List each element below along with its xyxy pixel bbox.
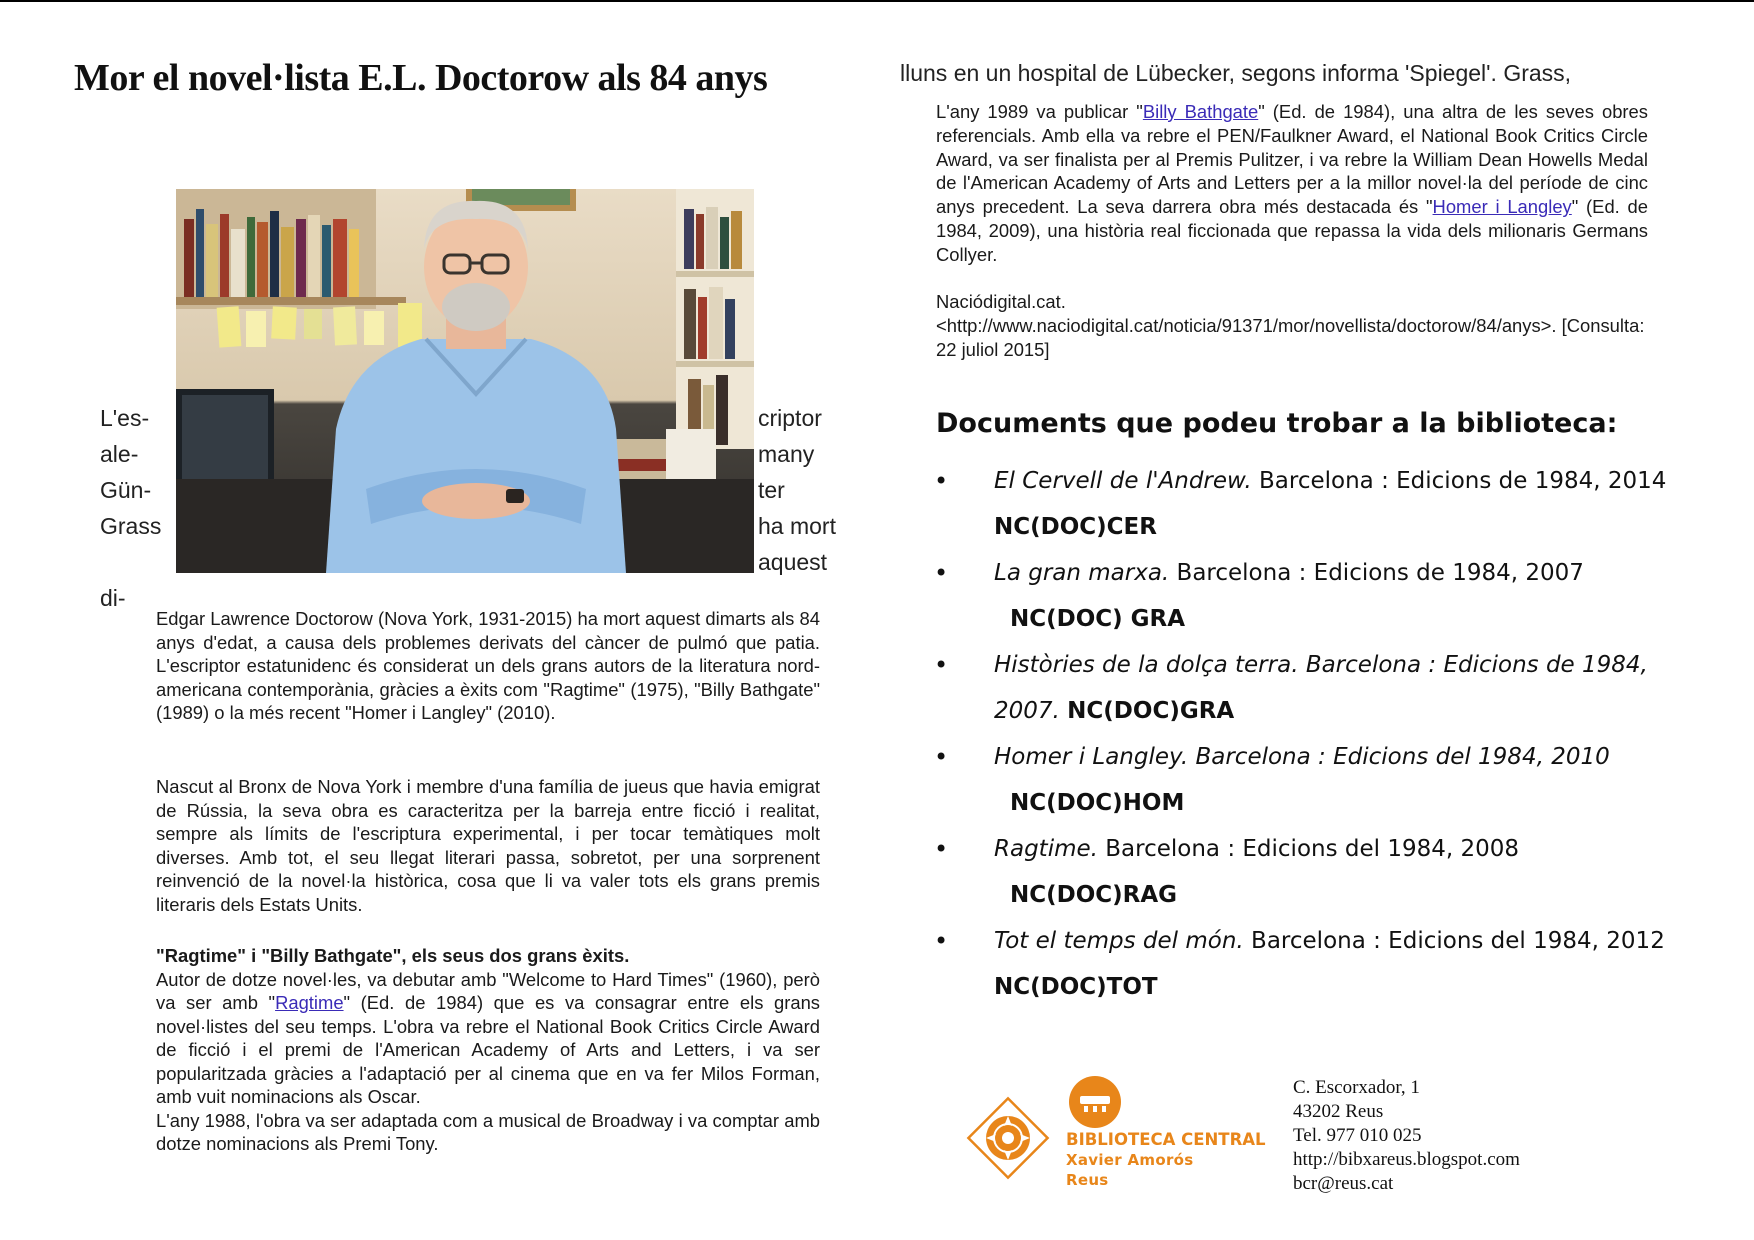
- article-title: Mor el novel·lista E.L. Doctorow als 84 anys: [74, 57, 768, 99]
- library-name: [1066, 1130, 1266, 1190]
- document-title: El Cervell de l'Andrew.: [994, 468, 1252, 494]
- document-reference: [994, 458, 1674, 504]
- text-run: Autor de dotze novel·les, va debutar amb "Welcome to Hard Times" (1960), però va ser amb ": [156, 968, 820, 1013]
- paragraph-text: L'any 1988, l'obra va ser adaptada com a musical de Broadway i va comptar amb dotze nominacions als Premi Tony.: [156, 1109, 820, 1154]
- paragraph-text: Nascut al Bronx de Nova York i membre d'una família de jueus que havia emigrat de Rússia, la seva obra es caracteritza per la barreja entre ficció i realitat, sempre als límits de l'escriptura experimental, i per tocar temàtiques molt diverses. Amb tot, el seu llegat literari passa, sobretot, per una sorprenent reinvenció de la novel·la històrica, cosa que li va valer tots els grans premis literaris dels Estats Units.: [156, 776, 820, 915]
- rose-logo-icon: [962, 1070, 1072, 1190]
- article-paragraph-4: [936, 100, 1648, 267]
- document-item: [934, 458, 1674, 550]
- top-border: [0, 0, 1754, 2]
- text-run: L'any 1989 va publicar ": [936, 101, 1143, 122]
- document-title: Ragtime.: [994, 836, 1098, 862]
- document-title: La gran marxa.: [994, 560, 1170, 586]
- wrap-text-di: di-: [100, 585, 126, 611]
- phone: Tel. 977 010 025: [1293, 1125, 1422, 1146]
- document-item: [934, 734, 1674, 826]
- wrap-line: ha mort: [758, 513, 836, 539]
- library-name-line: Xavier Amorós: [1066, 1151, 1194, 1169]
- document-reference: [994, 826, 1674, 872]
- paragraph-text: Edgar Lawrence Doctorow (Nova York, 1931-2015) ha mort aquest dimarts als 84 anys d'edat, a causa dels problemes derivats del càncer de pulmó que patia. L'escriptor estatunidenc és considerat un dels grans autors de la literatura nord-americana contemporània, gràcies a èxits com "Ragtime" (1975), "Billy Bathgate" (1989) o la més recent "Homer i Langley" (2010).: [156, 608, 820, 723]
- wrap-line: Grass: [100, 513, 162, 539]
- wrap-line: ale-: [100, 441, 139, 467]
- documents-list: [934, 458, 1674, 1010]
- billy-bathgate-link[interactable]: Billy Bathgate: [1142, 101, 1259, 122]
- document-item: [934, 642, 1674, 734]
- call-number: NC(DOC) GRA: [1010, 606, 1186, 632]
- wrap-line: many: [758, 441, 815, 467]
- document-item: [934, 826, 1674, 918]
- wrap-text-left: [100, 400, 176, 544]
- document-publisher: Barcelona : Edicions de 1984, 2014: [1251, 468, 1667, 494]
- address-line: C. Escorxador, 1: [1293, 1077, 1420, 1098]
- document-title: Homer i Langley. Barcelona : Edicions del 1984, 2010: [994, 744, 1610, 770]
- call-number: NC(DOC)RAG: [1010, 882, 1178, 908]
- wrap-line: ter: [758, 477, 785, 503]
- library-logo: [962, 1070, 1072, 1195]
- citation-url: <http://www.naciodigital.cat/noticia/91371/mor/novellista/doctorow/84/anys>. [Consulta: 22 juliol 2015]: [936, 315, 1645, 360]
- paragraph-text: [156, 968, 820, 1109]
- wrap-line: L'es-: [100, 405, 150, 431]
- author-photo-illustration: [176, 189, 754, 573]
- address-line: 43202 Reus: [1293, 1101, 1384, 1122]
- document-title: Històries de la dolça terra. Barcelona : Edicions de 1984, 2007.: [994, 652, 1648, 724]
- documents-heading: Documents que podeu trobar a la biblioteca:: [936, 408, 1618, 439]
- article-paragraph-3: [156, 944, 820, 1156]
- citation-source: Naciódigital.cat.: [936, 291, 1066, 312]
- call-number: NC(DOC)GRA: [1067, 698, 1235, 724]
- article-paragraph-2: [156, 775, 820, 916]
- text-run: " (Ed. de 1984, 2009), una història real ficcionada que repassa la vida dels milionaris Germans Collyer.: [936, 196, 1648, 265]
- library-name-line: Reus: [1066, 1171, 1109, 1189]
- document-publisher: Barcelona : Edicions de 1984, 2007: [1169, 560, 1584, 586]
- call-number: NC(DOC)TOT: [994, 974, 1158, 1000]
- document-publisher: Barcelona : Edicions del 1984, 2012: [1243, 928, 1665, 954]
- email-link[interactable]: bcr@reus.cat: [1293, 1173, 1394, 1194]
- call-number: NC(DOC)CER: [994, 514, 1157, 540]
- document-reference: [994, 550, 1674, 596]
- text-run: " (Ed. de 1984) que es va consagrar entre els grans novel·listes del seu temps. L'obra va rebre el National Book Critics Circle Award de ficció i el premi de l'American Academy of Arts and Letters, i va ser popularitzada gràcies a l'adaptació per al cinema que en va fer Milos Forman, amb vuit nominacions als Oscar.: [156, 992, 820, 1107]
- speech-bubble-icon: [1066, 1076, 1124, 1133]
- document-reference: [994, 642, 1674, 734]
- text-run: " (Ed. de 1984), una altra de les seves obres referencials. Amb ella va rebre el PEN/Faulkner Award, el National Book Critics Circle Award, va ser finalista per al Premis Pulitzer, i va rebre la William Dean Howells Medal de l'American Academy of Arts and Letters per a la millor novel·la del període de cinc anys precedent. La seva darrera obra més destacada és ": [936, 101, 1648, 218]
- author-photo: [176, 189, 754, 573]
- wrap-line: aquest: [758, 549, 828, 575]
- wrap-line: criptor: [758, 405, 822, 431]
- article-paragraph-1: [156, 607, 820, 725]
- wrap-line: Gün-: [100, 477, 152, 503]
- document-publisher: Barcelona : Edicions del 1984, 2008: [1097, 836, 1520, 862]
- library-address: [1293, 1076, 1520, 1196]
- continued-line: lluns en un hospital de Lübecker, segons informa 'Spiegel'. Grass,: [900, 60, 1572, 86]
- article-subheading: "Ragtime" i "Billy Bathgate", els seus dos grans èxits.: [156, 945, 630, 966]
- website-link[interactable]: http://bibxareus.blogspot.com: [1293, 1149, 1520, 1170]
- wrap-text-right: [758, 400, 868, 580]
- document-title: Tot el temps del món.: [994, 928, 1244, 954]
- citation: [936, 290, 1648, 362]
- document-item: [934, 918, 1674, 1010]
- homer-i-langley-link[interactable]: Homer i Langley: [1432, 196, 1572, 218]
- document-reference: [994, 734, 1674, 780]
- ragtime-link[interactable]: Ragtime: [275, 992, 344, 1013]
- document-reference: [994, 918, 1674, 964]
- document-item: [934, 550, 1674, 642]
- library-name-line: BIBLIOTECA CENTRAL: [1066, 1130, 1266, 1149]
- paragraph-text: [936, 100, 1648, 267]
- call-number: NC(DOC)HOM: [1010, 790, 1185, 816]
